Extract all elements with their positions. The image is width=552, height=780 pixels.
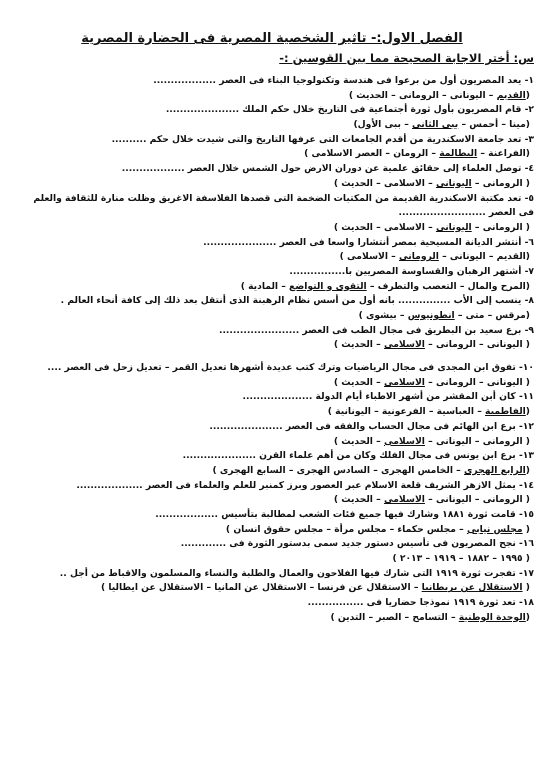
correct-answer: انطونيوس bbox=[407, 310, 455, 321]
answer-options: ( الرومانى – اليونانى – الاسلامى – الحديث ) bbox=[333, 177, 530, 189]
question-text: ١٤- يمثل الازهر الشريف قلعة الاسلام عبر العصور وبرز كمنبر للعلم والعلماء فى العصر ................... bbox=[76, 479, 534, 491]
answer-options: ( اليونانى – الرومانى – الاسلامى – الحديث ) bbox=[333, 339, 530, 351]
answer-options: (مينا – أحمس – ببى الثانى – ببى الأول) bbox=[353, 119, 530, 131]
question-instruction: س: أختر الاجابة الصحيحة مما بين القوسين :- bbox=[279, 51, 534, 65]
answer-options: (مرقس – متى – انطونيوس – بيشوى ) bbox=[358, 310, 530, 321]
question-text: ٩- برع سعيد بن البطريق فى مجال الطب فى العصر ....................... bbox=[218, 324, 534, 336]
correct-answer: الفاطمية bbox=[485, 406, 526, 418]
correct-answer: الاسلامى bbox=[383, 494, 425, 506]
question-text: ١- يعد المصريون أول من برعوا فى هندسة وتكنولوجيا البناء فى العصر .................. bbox=[153, 75, 534, 86]
questions-list bbox=[10, 74, 534, 625]
correct-answer: التقوى و التواضع bbox=[289, 280, 367, 292]
question-text: فى العصر ......................... bbox=[398, 207, 534, 219]
answer-options: (القديم – اليونانى – الرومانى – الحديث ) bbox=[348, 89, 530, 101]
answer-options: ( مجلس نيابى – مجلس حكماء – مجلس مرأة – مجلس حقوق انسان ) bbox=[225, 523, 530, 535]
answer-options: (القديم – اليونانى – الرومانى – الاسلامى ) bbox=[339, 251, 530, 263]
correct-answer: الرومانى bbox=[398, 251, 439, 263]
question-text: ٦- أنتشر الديانة المسيحية بمصر أنتشارا واسعا فى العصر ..................... bbox=[203, 236, 534, 248]
question-text: ٣- تعد جامعة الاسكندرية من أقدم الجامعات التى عرفها التاريخ والتى شيدت خلال حكم .......... bbox=[111, 133, 534, 145]
chapter-title: الفصل الاول:- تاثير الشخصية المصرية فى الحضارة المصرية bbox=[81, 31, 463, 46]
answer-options: ( الرومانى – اليونانى – الاسلامى – الحديث ) bbox=[333, 435, 530, 447]
question-text: ٧- أشتهر الرهبان والقساوسة المصريين با................ bbox=[289, 265, 534, 277]
question-text: ٤- توصل العلماء إلى حقائق علمية عن دوران الارض حول الشمس خلال العصر .................. bbox=[121, 163, 534, 175]
answer-options: (الفراعنة – البطالمة – الرومان – العصر الاسلامى ) bbox=[304, 148, 530, 160]
question-text: ٥- تعد مكتبة الاسكندرية القديمة من المكتبات الضخمة التى قصدها الفلاسفة الاغريق وظلت منارة للثقافة والعلم bbox=[33, 192, 534, 204]
question-text: ١٧- تفجرت ثورة ١٩١٩ التى شارك فيها الفلاحون والعمال والطلبة والنساء والمسلمون والاقباط من أجل .. bbox=[59, 567, 534, 579]
question-text: ١٣- برع ابن يونس فى مجال الفلك وكان من أهم علماء القرن ..................... bbox=[182, 450, 534, 462]
correct-answer: اليونانى bbox=[435, 221, 472, 233]
answer-options: ( الرومانى – اليونانى – الاسلامى – الحديث ) bbox=[333, 221, 530, 233]
question-text: ١٠- تفوق ابن المجدى فى مجال الرياضيات وترك كتب عديدة أشهرها تعديل القمر – تعديل زحل فى العصر .... bbox=[47, 362, 534, 374]
answer-options: ( الرومانى – اليونانى – الاسلامى – الحديث ) bbox=[333, 494, 530, 506]
correct-answer: ببى الثانى bbox=[412, 119, 459, 131]
answer-options: (الرابع الهجرى – الخامس الهجرى – السادس الهجرى – السابع الهجرى ) bbox=[212, 464, 530, 476]
question-text: ١٢- برع ابن الهائم فى مجال الحساب والفقه فى العصر ..................... bbox=[209, 420, 534, 432]
question-text: ٨- ينسب إلى الأب ............... بانه أول من أسس نظام الرهبنة الذى أنتقل بعد ذلك إلى كافة أنحاء العالم . bbox=[60, 295, 534, 307]
question-text: ١٥- قامت ثورة ١٨٨١ وشارك فيها جميع فئات الشعب لمطالبة بتأسيس .................. bbox=[155, 508, 534, 520]
question-text: ٢- قام المصريون بأول ثورة أجتماعية فى التاريخ خلال حكم الملك ..................... bbox=[165, 104, 534, 116]
question-text: ١٨- تعد ثورة ١٩١٩ نموذجا حضاريا فى ................ bbox=[307, 597, 534, 609]
answer-options: ( الاستقلال عن بريطانيا – الاستقلال عن فرنسا – الاستقلال عن المانيا – الاستقلال عن ايطاليا ) bbox=[100, 582, 530, 594]
answer-options: ( اليونانى – الرومانى – الاسلامى – الحديث ) bbox=[333, 376, 530, 388]
correct-answer: مجلس نيابى bbox=[466, 523, 523, 535]
correct-answer: اليونانى bbox=[435, 177, 472, 189]
correct-answer: الاسلامى bbox=[383, 376, 425, 388]
correct-answer: الاستقلال عن بريطانيا bbox=[421, 582, 523, 594]
answer-options: (المرح والمال – التعصب والتطرف – التقوى و التواضع – المادية ) bbox=[240, 280, 530, 292]
answer-options: (الوحدة الوطنية – التسامح – الصبر – التدين ) bbox=[330, 611, 530, 623]
answer-options: (الفاطمية – العباسية – الفرعونية – اليونانية ) bbox=[327, 406, 530, 418]
correct-answer: الاسلامى bbox=[383, 339, 425, 351]
question-text: ١٦- نجح المصريون فى تأسيس دستور جديد سمى بدستور الثورة فى ............. bbox=[180, 538, 534, 550]
answer-options: ( ١٩٩٥ – ١٨٨٢ – ١٩١٩ – ٢٠١٣ ) bbox=[392, 553, 530, 564]
question-text: ١١- كان أبن المقشر من أشهر الاطباء أيام الدولة .................... bbox=[242, 391, 534, 403]
spacer bbox=[10, 353, 534, 361]
correct-answer: القديم bbox=[496, 89, 526, 101]
correct-answer: الوحدة الوطنية bbox=[458, 611, 526, 623]
correct-answer: الرابع الهجرى bbox=[463, 464, 526, 476]
correct-answer: البطالمة bbox=[439, 148, 478, 160]
correct-answer: الاسلامى bbox=[383, 435, 425, 447]
